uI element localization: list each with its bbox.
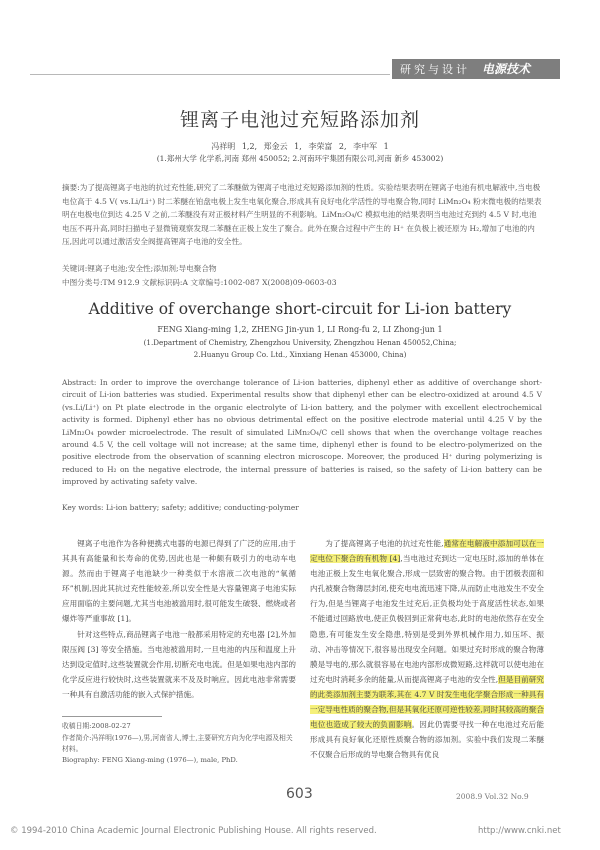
page-number: 603 xyxy=(286,786,313,802)
highlighted-text: 但是目前研究的此类添加剂主要为联苯,其在 4.7 V 时发生电化学聚合形成一种具有一定导电性质的聚合物,但是其氧化还原可逆性较差,同时其较高的聚合电位也造成了较大的负面影响 xyxy=(310,674,544,730)
body-right-column xyxy=(310,536,544,762)
footnote-author-en: Biography: FENG Xiang-ming (1976—), male, PhD. xyxy=(62,756,238,764)
body-text: ,当电池过充到达一定电压时,添加的单体在电池正极上发生电氧化聚合,形成一层致密的聚合物。由于团极表面和内孔被聚合物薄层封闭,使充电电流迅速下降,从而防止电池发生不安全行为,但是当锂离子电池发生过充后,正负极均处于高度活性状态,如果不能通过回路放电,使正负极回到正常荷电态,此时的电池依然存在安全隐患,有可能发生安全隐患,特别是受到外界机械作用力,如压坏、振动、冲击等情况下,很容易出现安全问题。如果过充时形成的聚合物薄膜是导电的,那么就很容易在电池内部形成微短路,这样就可以使电池在过充电时消耗多余的能量,从而提高锂离子电池的安全性, xyxy=(310,554,545,684)
abstract-cn: 摘要:为了提高锂离子电池的抗过充性能,研究了二苯醚做为锂离子电池过充短路添加剂的性质。实验结果表明在锂离子电池有机电解液中,当电极电位高于 4.5 V( vs.Li/Li⁺) 时二苯醚在铂盘电极上发生电氧化聚合,形成具有良好电化学活性的导电聚合物,同时 LiMn₂O₄ 粉末微电极的结果表明在电极电位到达 4.25 V 之前,二苯醚没有对正极材料产生明显的不利影响。LiMn₂O₄/C 模拟电池的结果表明当电池过充到约 4.5 V 时,电池电压不再升高,同时扫描电子显微镜观察发现二苯醚在正极上发生了聚合。此外在聚合过程中产生的 H⁺ 在负极上被还原为 H₂,增加了电池的内压,因此可以通过激活安全阀提高锂离子电池的安全性。 xyxy=(62,183,542,246)
affiliation-en-1: (1.Department of Chemistry, Zhengzhou University, Zhengzhou Henan 450052,China; xyxy=(143,338,457,347)
classification-cn: 中图分类号:TM 912.9 文献标识码:A 文章编号:1002-087 X(2008)09-0603-03 xyxy=(62,278,337,287)
affiliation-cn: (1.郑州大学 化学系,河南 郑州 450052; 2.河南环宇集团有限公司,河南 新乡 453002) xyxy=(156,154,444,163)
body-left-column xyxy=(62,536,296,702)
keywords-en: Key words: Li-ion battery; safety; additive; conducting-polymer xyxy=(62,503,299,512)
abstract-en: Abstract: In order to improve the overchange tolerance of Li-ion batteries, diphenyl ether as additive of overchange short-circuit of Li-ion batteries was studied. Experimental results show that diphenyl ether can be electro-oxidized at around 4.5 V (vs.Li/Li⁺) on Pt plate electrode in the organic electrolyte of Li-ion battery, and the polymer with excellent electrochemical activity is formed. Diphenyl ether has no obvious detrimental effect on the positive electrode material until 4.25 V by the LiMn₂O₄ powder microelectrode. The result of simulated LiMn₂O₄/C cell shows that when the overchange voltage reaches around 4.5 V, the cell voltage will not increase; at the same time, diphenyl ether is found to be electro-polymerized on the positive electrode from the observation of scanning electron microscope. Moreover, the produced H⁺ during polymerizing is reduced to H₂ on the negative electrode, the internal pressure of batteries is raised, so the safety of Li-ion battery can be improved by activating safety valve. xyxy=(62,378,542,487)
authors-cn: 冯祥明 1,2, 郑金云 1, 李荣富 2, 李中军 1 xyxy=(211,142,389,151)
affiliation-en-2: 2.Huanyu Group Co. Ltd., Xinxiang Henan 453000, China) xyxy=(193,350,407,359)
body-text: 为了提高锂离子电池的抗过充性能, xyxy=(325,539,444,548)
article-title-cn: 锂离子电池过充短路添加剂 xyxy=(179,109,420,131)
header-rule xyxy=(30,74,390,75)
highlighted-text: 通常在电解液中添加可以在一定电位下聚合的有机物 [4] xyxy=(310,539,544,564)
body-text: 。因此仍需要寻找一种在电池过充后能形成具有良好氧化还原性质聚合物的添加剂。实验中我们发现二苯醚不仅聚合后形成的导电聚合物具有优良 xyxy=(310,720,545,760)
keywords-cn: 关键词:锂离子电池;安全性;添加剂;导电聚合物 xyxy=(62,264,217,273)
body-paragraph: 针对这些特点,商品锂离子电池一般都采用特定的充电器 [2],外加限压阀 [3] 等安全措施。当电池被滥用时,一旦电池的内压和温度上升达到设定值时,这些装置就会作用,切断充电电流。但是如果电池内部的化学反应进行较快时,这些装置就来不及及时响应。因此电池非常需要一种具有自激活功能的嵌入式保护措施。 xyxy=(62,629,296,699)
issue-info: 2008.9 Vol.32 No.9 xyxy=(456,792,529,801)
footnote-received: 收稿日期:2008-02-27 xyxy=(62,722,131,730)
source-url: http://www.cnki.net xyxy=(478,826,561,836)
footnote-author-cn: 作者简介:冯祥明(1976—),男,河南省人,博士,主要研究方向为化学电源及相关材料。 xyxy=(62,734,293,753)
footnote-rule xyxy=(62,716,162,717)
section-label: 研究与设计 xyxy=(400,63,470,76)
journal-logo: 电源技术 xyxy=(482,62,531,76)
body-paragraph: 锂离子电池作为各种便携式电器的电源已得到了广泛的应用,由于其具有高能量和长寿命的优势,因此也是一种颇有吸引力的电动车电源。然而由于锂离子电池缺少一种类似于水溶液二次电池的“氧循环”机制,因此其抗过充性能较差,所以安全性是大容量锂离子电池实际应用面临的主要问题,尤其当电池被滥用时,很可能发生破裂、燃烧或者爆炸等严重事故 [1]。 xyxy=(62,539,296,624)
article-title-en: Additive of overchange short-circuit for Li-ion battery xyxy=(88,300,512,318)
authors-en: FENG Xiang-ming 1,2, ZHENG Jin-yun 1, LI Rong-fu 2, LI Zhong-jun 1 xyxy=(157,325,443,334)
copyright-notice: © 1994-2010 China Academic Journal Electronic Publishing House. All rights reserved. xyxy=(10,826,377,836)
